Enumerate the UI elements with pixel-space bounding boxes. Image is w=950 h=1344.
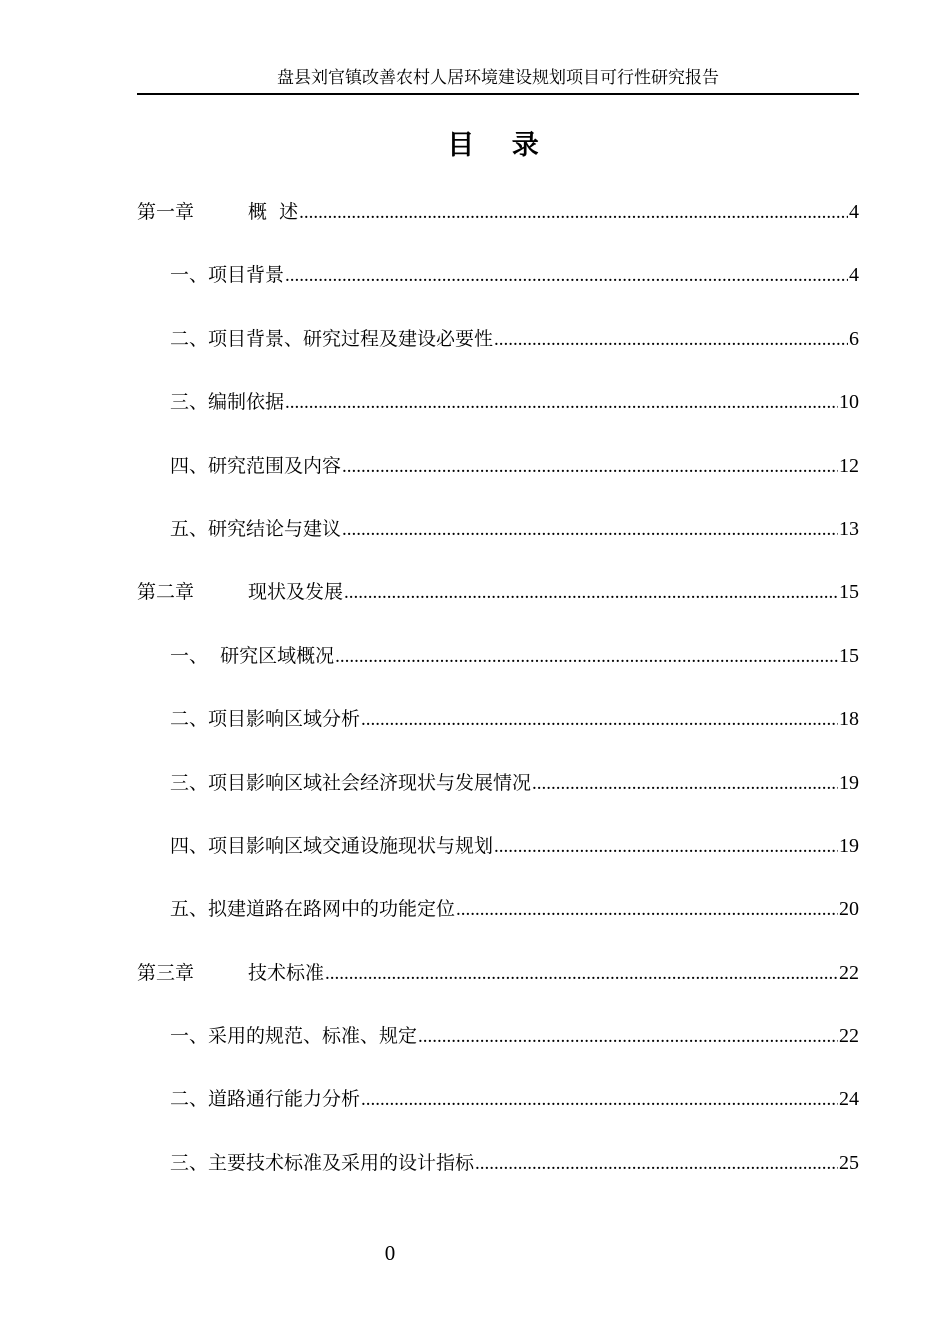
toc-entry-text: 技术标准 [248, 961, 325, 984]
toc-dot-leader [475, 1144, 838, 1184]
toc-page-number: 12 [839, 454, 859, 477]
toc-chapter-entry[interactable] [137, 192, 859, 255]
toc-entry-text: 三、项目影响区域社会经济现状与发展情况 [170, 771, 532, 794]
toc-dot-leader [342, 447, 838, 487]
toc-page-number: 15 [839, 644, 859, 667]
toc-page-number: 19 [839, 771, 859, 794]
toc-entry-text: 四、项目影响区域交通设施现状与规划 [170, 834, 494, 857]
toc-section-entry[interactable] [137, 1143, 859, 1206]
toc-section-entry[interactable] [137, 636, 859, 699]
toc-chapter-entry[interactable] [137, 953, 859, 1016]
toc-page-number: 13 [839, 517, 859, 540]
toc-dot-leader [494, 827, 838, 867]
toc-entry-text: 四、研究范围及内容 [170, 454, 342, 477]
toc-section-entry[interactable] [137, 763, 859, 826]
toc-section-entry[interactable] [137, 1016, 859, 1079]
toc-chapter-number: 第二章 [137, 581, 195, 604]
toc-dot-leader [285, 383, 838, 423]
toc-dot-leader [532, 764, 838, 804]
toc-title: 目 录 [447, 130, 553, 161]
toc-page-number: 15 [839, 581, 859, 604]
toc-page-number: 10 [839, 391, 859, 414]
toc-entry-text: 概 述 [248, 201, 299, 223]
toc-entry-text: 五、研究结论与建议 [170, 517, 342, 540]
toc-page-number: 4 [849, 201, 859, 223]
toc-section-entry[interactable] [137, 699, 859, 762]
toc-section-entry[interactable] [137, 889, 859, 952]
toc-page-number: 22 [839, 1025, 859, 1048]
toc-entry-text: 二、项目影响区域分析 [170, 708, 361, 731]
toc-entry-text: 三、主要技术标准及采用的设计指标 [170, 1151, 475, 1174]
toc-dot-leader [325, 954, 838, 994]
toc-dot-leader [285, 256, 848, 296]
toc-dot-leader [342, 510, 838, 550]
toc-section-entry[interactable] [137, 255, 859, 318]
toc-entry-text: 一、项目背景 [170, 264, 285, 287]
toc-entry-text: 现状及发展 [248, 581, 344, 604]
toc-dot-leader [418, 1017, 838, 1057]
toc-entry-text: 三、编制依据 [170, 391, 285, 414]
toc-section-entry[interactable] [137, 446, 859, 509]
toc-page-number: 19 [839, 834, 859, 857]
toc-entry-text: 一、 研究区域概况 [170, 644, 335, 667]
running-header: 盘县刘官镇改善农村人居环境建设规划项目可行性研究报告 [277, 68, 719, 88]
toc-section-entry[interactable] [137, 1079, 859, 1142]
toc-entry-text: 一、采用的规范、标准、规定 [170, 1025, 418, 1048]
header-rule [137, 93, 859, 95]
toc-entry-text: 五、拟建道路在路网中的功能定位 [170, 898, 456, 921]
toc-dot-leader [456, 890, 838, 930]
toc-section-entry[interactable] [137, 382, 859, 445]
toc-page-number: 18 [839, 708, 859, 731]
toc-dot-leader [344, 573, 838, 613]
toc-section-entry[interactable] [137, 319, 859, 382]
toc-page-number: 6 [849, 327, 859, 350]
toc-entry-text: 二、道路通行能力分析 [170, 1088, 361, 1111]
toc-chapter-entry[interactable] [137, 572, 859, 635]
toc-page-number: 4 [849, 264, 859, 287]
toc-dot-leader [361, 700, 838, 740]
toc-dot-leader [494, 320, 848, 360]
toc-page-number: 22 [839, 961, 859, 984]
toc-page-number: 25 [839, 1151, 859, 1174]
toc-dot-leader [361, 1080, 838, 1120]
page-number: 0 [384, 1241, 396, 1265]
toc-page-number: 24 [839, 1088, 859, 1111]
toc-section-entry[interactable] [137, 826, 859, 889]
toc-dot-leader [299, 193, 848, 233]
toc-chapter-number: 第三章 [137, 961, 195, 984]
toc-page-number: 20 [839, 898, 859, 921]
table-of-contents [137, 192, 859, 1206]
toc-dot-leader [335, 637, 838, 677]
toc-entry-text: 二、项目背景、研究过程及建设必要性 [170, 327, 494, 350]
toc-section-entry[interactable] [137, 509, 859, 572]
toc-chapter-number: 第一章 [137, 201, 195, 223]
